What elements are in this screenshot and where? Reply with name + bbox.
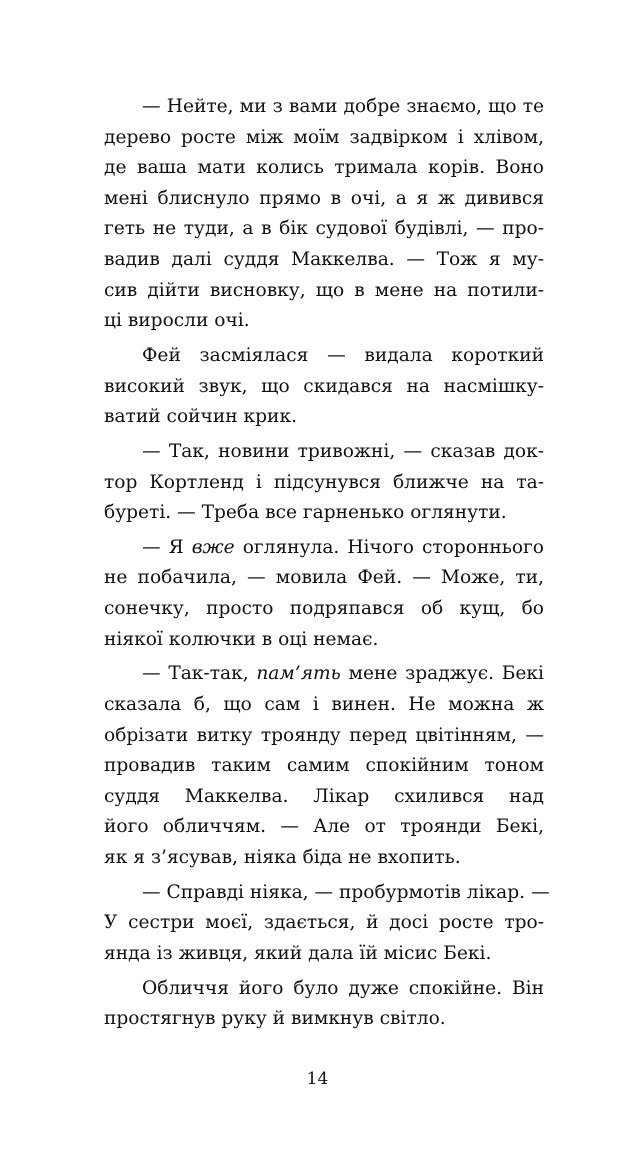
text-segment: Фей засміялася — видала короткий [142, 344, 544, 366]
text-line [104, 843, 544, 874]
text-segment: його обличчям. — Але от троянди Бекі, [104, 816, 544, 838]
text-segment: простягнув руку й вимкнув світло. [104, 1008, 446, 1030]
paragraph [104, 659, 544, 873]
text-segment: мене зраджує. Бекі [340, 663, 544, 685]
italic-text: пам’ять [256, 663, 341, 685]
text-segment: дерево росте між моїм задвірком і хлівом, [104, 126, 544, 148]
text-segment: як я з’ясував, ніяка біда не вхопить. [104, 847, 461, 868]
text-segment: ватий сойчин крик. [104, 406, 297, 428]
italic-text: вже [191, 536, 235, 558]
text-line [104, 214, 544, 245]
text-segment: — Так-так, [142, 663, 257, 685]
paragraph [104, 341, 544, 433]
text-line [104, 594, 544, 625]
text-line [104, 276, 544, 307]
text-segment: геть не туди, а в бік судової будівлі, — про- [104, 218, 544, 240]
text-line [104, 812, 544, 843]
text-line [104, 1004, 544, 1035]
text-line [104, 92, 544, 123]
text-line [104, 625, 544, 656]
text-line [104, 306, 544, 337]
text-line [104, 908, 544, 939]
text-segment: мені блиснуло прямо в очі, а я ж дивився [104, 187, 544, 209]
text-segment: не побачила, — мовила Фей. — Може, ти, [104, 567, 544, 589]
text-segment: — Я [142, 536, 192, 558]
text-line [104, 153, 544, 184]
text-segment: сонечку, просто подряпався об кущ, бо [104, 598, 544, 620]
text-segment: — Справді ніяка, — пробурмотів лікар. — [142, 881, 550, 903]
text-line [104, 245, 544, 276]
text-segment: суддя Маккелва. Лікар схилився над [104, 785, 544, 807]
text-line [104, 468, 544, 499]
text-line [104, 659, 544, 690]
text-line [104, 690, 544, 721]
text-line [104, 437, 544, 468]
text-segment: У сестри моєї, здається, й досі росте тро- [104, 912, 544, 934]
text-segment: вадив далі суддя Маккелва. — Тож я му- [104, 248, 544, 270]
text-line [104, 498, 544, 529]
text-segment: — Так, новини тривожні, — сказав док- [142, 440, 544, 462]
text-segment: — Нейте, ми з вами добре знаємо, що те [142, 96, 544, 117]
text-line [104, 751, 544, 782]
text-segment: Обличчя його було дуже спокійне. Він [142, 977, 544, 999]
text-line [104, 974, 544, 1005]
text-segment: янда із живця, який дала їй місис Бекі. [104, 942, 492, 964]
paragraph [104, 974, 544, 1035]
paragraph [104, 437, 544, 529]
text-segment: ніякої колючки в оці немає. [104, 628, 379, 650]
text-segment: тор Кортленд і підсунувся ближче на та- [104, 471, 544, 493]
text-line [104, 878, 550, 909]
text-segment: оглянула. Нічого стороннього [234, 536, 544, 558]
text-segment: буреті. — Треба все гарненько оглянути. [104, 502, 507, 524]
text-line [104, 372, 544, 403]
text-segment: провадив таким самим спокійним тоном [104, 755, 544, 777]
text-segment: ці виросли очі. [104, 310, 250, 332]
paragraph [104, 92, 544, 337]
text-line [104, 533, 544, 564]
paragraph [104, 533, 544, 655]
body-text [104, 92, 550, 1039]
text-line [104, 184, 544, 215]
text-segment: сказала б, що сам і винен. Не можна ж [104, 694, 544, 716]
text-segment: високий звук, що скидався на насмішку- [104, 375, 544, 397]
page-number: 14 [306, 1069, 329, 1089]
text-line [104, 341, 544, 372]
text-line [104, 939, 544, 970]
paragraph [104, 878, 550, 970]
text-line [104, 563, 544, 594]
text-segment: обрізати витку троянду перед цвітінням, — [104, 724, 544, 746]
text-segment: де ваша мати колись тримала корів. Воно [104, 157, 544, 179]
text-line [104, 782, 544, 813]
text-line [104, 721, 544, 752]
text-line [104, 402, 544, 433]
text-line [104, 123, 544, 154]
text-segment: сив дійти висновку, що в мене на потили- [104, 279, 544, 301]
